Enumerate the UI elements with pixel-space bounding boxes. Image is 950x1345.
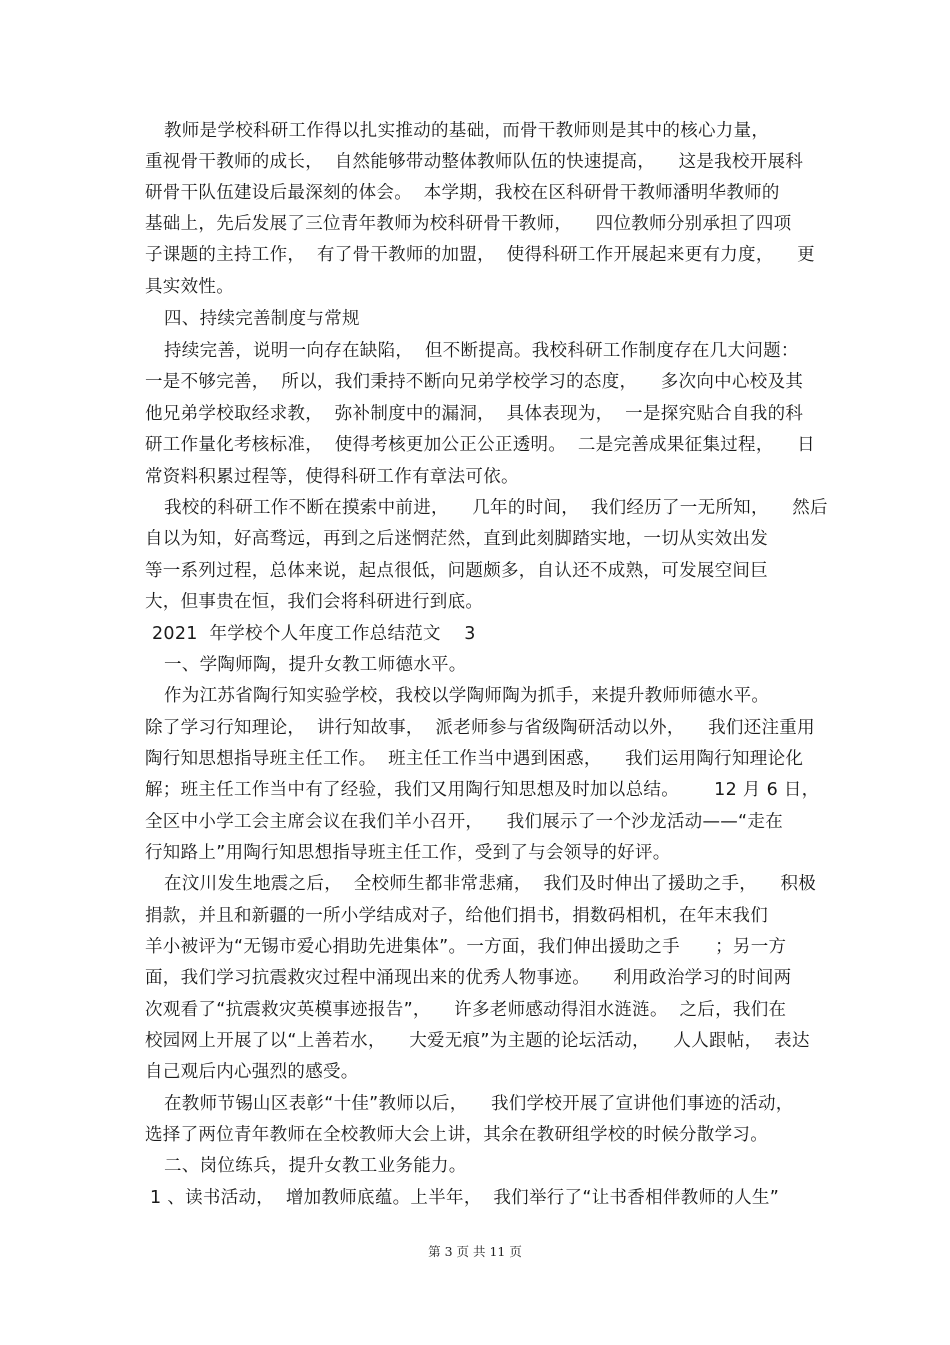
text-line: 在教师节锡山区表彰“十佳”教师以后， 我们学校开展了宣讲他们事迹的活动， [164,1094,794,1114]
text-line: 陶行知思想指导班主任工作。 班主任工作当中遇到困惑， 我们运用陶行知理论化 [145,749,804,769]
text-line: 等一系列过程，总体来说，起点很低，问题颇多，自认还不成熟，可发展空间巨 [145,561,768,581]
text-line: 羊小被评为“无锡市爱心捐助先进集体”。一方面，我们伸出援助之手 ；另一方 [145,937,787,957]
text-line: 行知路上”用陶行知思想指导班主任工作，受到了与会领导的好评。 [145,843,671,863]
text-line: 常资料积累过程等，使得科研工作有章法可依。 [145,467,519,487]
text-line: 二、岗位练兵，提升女教工业务能力。 [164,1156,467,1176]
text-line: 子课题的主持工作， 有了骨干教师的加盟， 使得科研工作开展起来更有力度， 更 [145,245,815,265]
text-line: 大，但事贵在恒，我们会将科研进行到底。 [145,592,484,612]
text-line: 持续完善，说明一向存在缺陷， 但不断提高。我校科研工作制度存在几大问题： [164,341,799,361]
text-line: 2021 年学校个人年度工作总结范文 3 [152,624,476,644]
text-line: 自以为知，好高骛远，再到之后迷惘茫然，直到此刻脚踏实地，一切从实效出发 [145,529,768,549]
text-line: 研骨干队伍建设后最深刻的体会。 本学期，我校在区科研骨干教师潘明华教师的 [145,183,780,203]
text-line: 研工作量化考核标准， 使得考核更加公正公正透明。 二是完善成果征集过程， 日 [145,435,815,455]
text-line: 1 、读书活动， 增加教师底蕴。上半年， 我们举行了“让书香相伴教师的人生” [150,1188,780,1208]
text-line: 面，我们学习抗震救灾过程中涌现出来的优秀人物事迹。 利用政治学习的时间两 [145,968,792,988]
text-line: 我校的科研工作不断在摸索中前进， 几年的时间， 我们经历了一无所知， 然后 [164,498,828,518]
text-line: 解；班主任工作当中有了经验，我们又用陶行知思想及时加以总结。 12 月 6 日， [145,780,820,800]
text-line: 四、持续完善制度与常规 [164,309,360,329]
text-line: 选择了两位青年教师在全校教师大会上讲，其余在教研组学校的时候分散学习。 [145,1125,768,1145]
page-footer: 第 3 页 共 11 页 [428,1244,522,1259]
text-line: 校园网上开展了以“上善若水， 大爱无痕”为主题的论坛活动， 人人跟帖， 表达 [145,1031,810,1051]
text-line: 他兄弟学校取经求教， 弥补制度中的漏洞， 具体表现为， 一是探究贴合自我的科 [145,404,804,424]
text-line: 除了学习行知理论， 讲行知故事， 派老师参与省级陶研活动以外， 我们还注重用 [145,718,815,738]
text-line: 一、学陶师陶，提升女教工师德水平。 [164,655,467,675]
text-line: 捐款，并且和新疆的一所小学结成对子，给他们捐书，捐数码相机，在年末我们 [145,906,768,926]
text-line: 具实效性。 [145,277,234,297]
text-line: 一是不够完善， 所以，我们秉持不断向兄弟学校学习的态度， 多次向中心校及其 [145,372,804,392]
text-line: 教师是学校科研工作得以扎实推动的基础，而骨干教师则是其中的核心力量， [164,121,770,141]
text-line: 全区中小学工会主席会议在我们羊小召开， 我们展示了一个沙龙活动——“走在 [145,812,784,832]
text-line: 在汶川发生地震之后， 全校师生都非常悲痛， 我们及时伸出了援助之手， 积极 [164,874,817,894]
text-line: 作为江苏省陶行知实验学校，我校以学陶师陶为抓手，来提升教师师德水平。 [164,686,770,706]
text-line: 次观看了“抗震救灾英模事迹报告”， 许多老师感动得泪水涟涟。 之后，我们在 [145,1000,787,1020]
text-line: 基础上，先后发展了三位青年教师为校科研骨干教师， 四位教师分别承担了四项 [145,214,792,234]
text-line: 重视骨干教师的成长， 自然能够带动整体教师队伍的快速提高， 这是我校开展科 [145,152,804,172]
text-line: 自己观后内心强烈的感受。 [145,1062,359,1082]
